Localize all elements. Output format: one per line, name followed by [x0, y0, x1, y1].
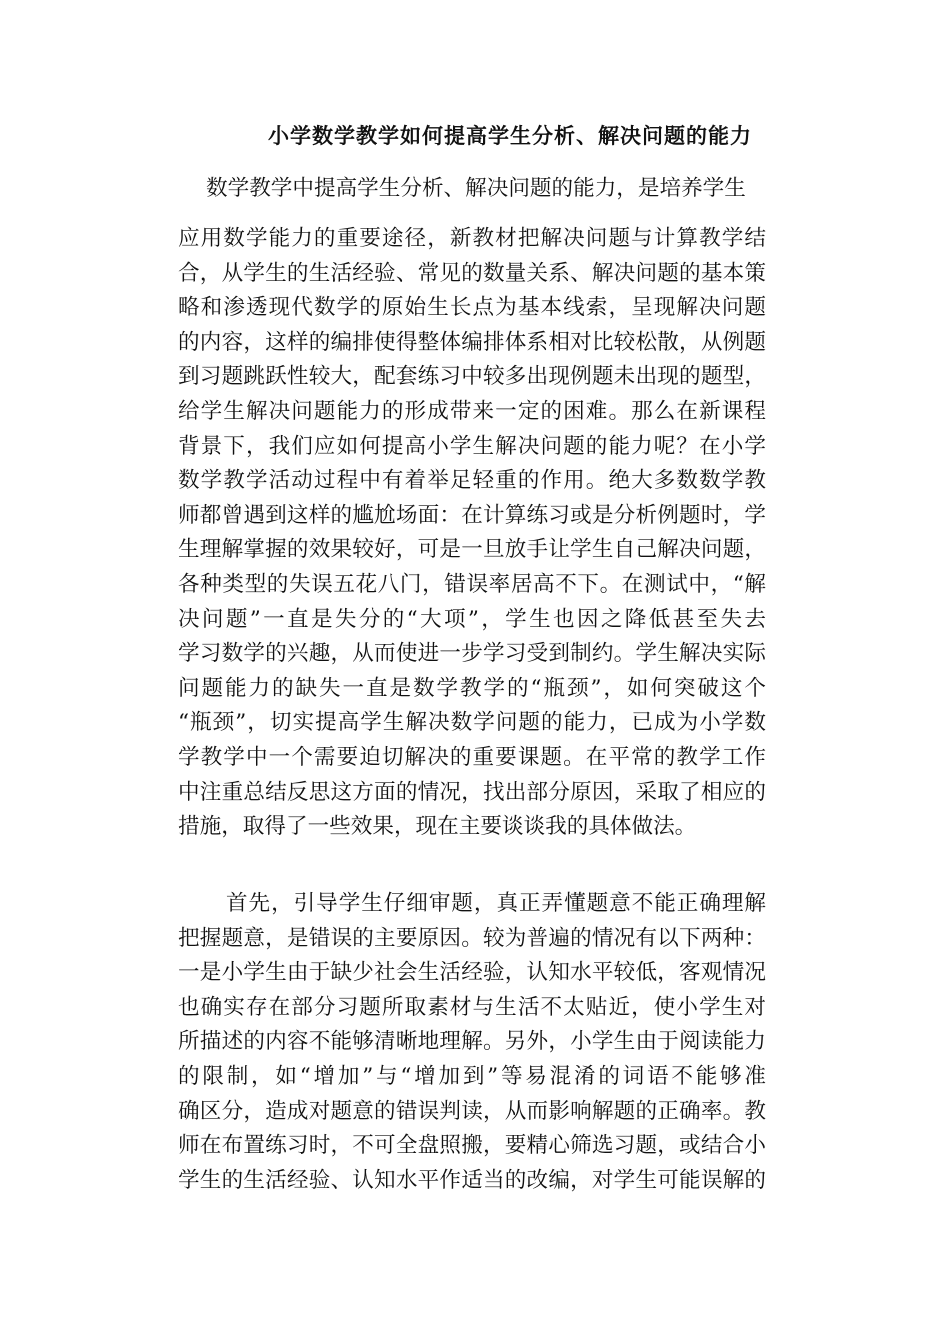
- text-line: 决问题”一直是失分的“大项”，学生也因之降低甚至失去: [178, 606, 766, 632]
- text-line: 确区分，造成对题意的错误判读，从而影响解题的正确率。教: [178, 1098, 766, 1124]
- text-line: 措施，取得了一些效果，现在主要谈谈我的具体做法。: [178, 814, 697, 840]
- text-line: 把握题意，是错误的主要原因。较为普遍的情况有以下两种：: [178, 925, 766, 951]
- text-line: 背景下，我们应如何提高小学生解决问题的能力呢？在小学: [178, 433, 766, 459]
- document-title: [0, 120, 950, 150]
- text-line: 学教学中一个需要迫切解决的重要课题。在平常的教学工作: [178, 744, 766, 770]
- text-line: 应用数学能力的重要途径，新教材把解决问题与计算教学结: [178, 226, 766, 251]
- text-line: 问题能力的缺失一直是数学教学的“瓶颈”，如何突破这个: [178, 675, 766, 701]
- text-line: 生理解掌握的效果较好，可是一旦放手让学生自己解决问题，: [178, 537, 766, 563]
- text-line: 师都曾遇到这样的尴尬场面：在计算练习或是分析例题时，学: [178, 502, 766, 528]
- text-line: 到习题跳跃性较大，配套练习中较多出现例题未出现的题型，: [178, 364, 766, 390]
- text-line: 略和渗透现代数学的原始生长点为基本线索，呈现解决问题: [178, 295, 766, 321]
- text-line: 的限制，如“增加”与“增加到”等易混淆的词语不能够准: [178, 1063, 766, 1089]
- text-line: 也确实存在部分习题所取素材与生活不太贴近，使小学生对: [178, 994, 766, 1020]
- paragraph-1: [178, 222, 766, 845]
- text-line: 一是小学生由于缺少社会生活经验，认知水平较低，客观情况: [178, 960, 766, 986]
- text-line: 合，从学生的生活经验、常见的数量关系、解决问题的基本策: [178, 260, 766, 286]
- text-line: 的内容，这样的编排使得整体编排体系相对比较松散，从例题: [178, 329, 766, 355]
- paragraph-1-first-line: 数学教学中提高学生分析、解决问题的能力，是培养学生: [206, 176, 746, 201]
- text-line: 数学教学活动过程中有着举足轻重的作用。绝大多数数学教: [178, 468, 766, 494]
- text-line: 给学生解决问题能力的形成带来一定的困难。那么在新课程: [178, 398, 766, 424]
- text-line: 学生的生活经验、认知水平作适当的改编，对学生可能误解的: [178, 1167, 766, 1193]
- text-line: 各种类型的失误五花八门，错误率居高不下。在测试中，“解: [178, 571, 766, 597]
- text-line: “瓶颈”，切实提高学生解决数学问题的能力，已成为小学数: [178, 710, 766, 736]
- title-text: 小学数学教学如何提高学生分析、解决问题的能力: [268, 123, 752, 148]
- text-line: 师在布置练习时，不可全盘照搬，要精心筛选习题，或结合小: [178, 1133, 766, 1159]
- text-line: 所描述的内容不能够清晰地理解。另外，小学生由于阅读能力: [178, 1029, 766, 1055]
- paragraph-2: [178, 887, 766, 1198]
- text-line: 首先，引导学生仔细审题，真正弄懂题意不能正确理解: [226, 891, 766, 916]
- text-line: 学习数学的兴趣，从而使进一步学习受到制约。学生解决实际: [178, 641, 766, 667]
- text-line: 中注重总结反思这方面的情况，找出部分原因，采取了相应的: [178, 779, 766, 805]
